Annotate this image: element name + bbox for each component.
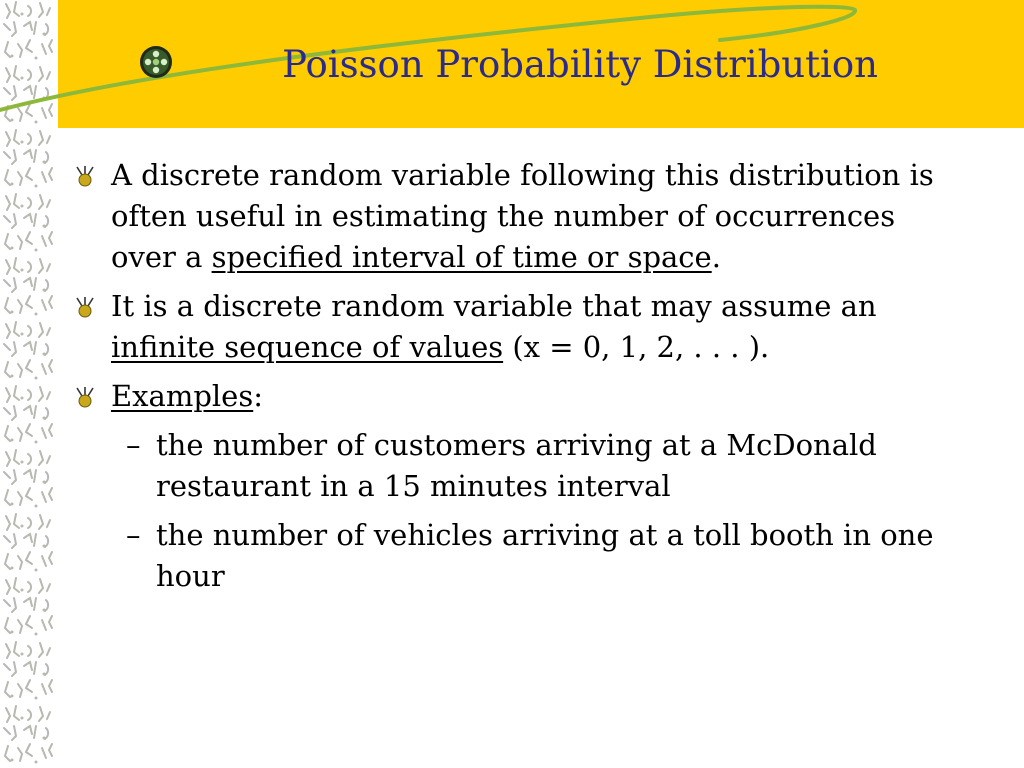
bullet-item: [74, 155, 954, 278]
bullet-underlined-text: specified interval of time or space: [211, 240, 712, 274]
dash-marker: –: [126, 518, 141, 552]
gold-bullet-icon: [74, 385, 96, 409]
bullet-underlined-text: infinite sequence of values: [111, 330, 504, 364]
sub-item-text: the number of vehicles arriving at a toll booth in one hour: [156, 518, 934, 593]
title-logo-icon: [139, 45, 173, 79]
bullet-item: [74, 286, 954, 368]
bullet-text: It is a discrete random variable that may assume an: [111, 289, 877, 323]
bullet-underlined-text: Examples: [111, 379, 254, 413]
bullet-list: [74, 155, 954, 605]
slide-title: Poisson Probability Distribution: [282, 43, 878, 86]
bullet-text-after: :: [253, 379, 263, 413]
bullet-text-after: .: [711, 240, 721, 274]
dash-marker: –: [126, 428, 141, 462]
sub-list-item: [74, 515, 954, 597]
gold-bullet-icon: [74, 164, 96, 188]
bullet-text: A discrete random variable following this distribution is often useful in estimating the number of occurrences over a: [111, 158, 934, 274]
sub-list-item: [74, 425, 954, 507]
bullet-text-after: (x = 0, 1, 2, . . . ).: [503, 330, 770, 364]
sub-item-text: the number of customers arriving at a McDonald restaurant in a 15 minutes interval: [156, 428, 877, 503]
gold-bullet-icon: [74, 295, 96, 319]
bullet-item: [74, 376, 954, 417]
